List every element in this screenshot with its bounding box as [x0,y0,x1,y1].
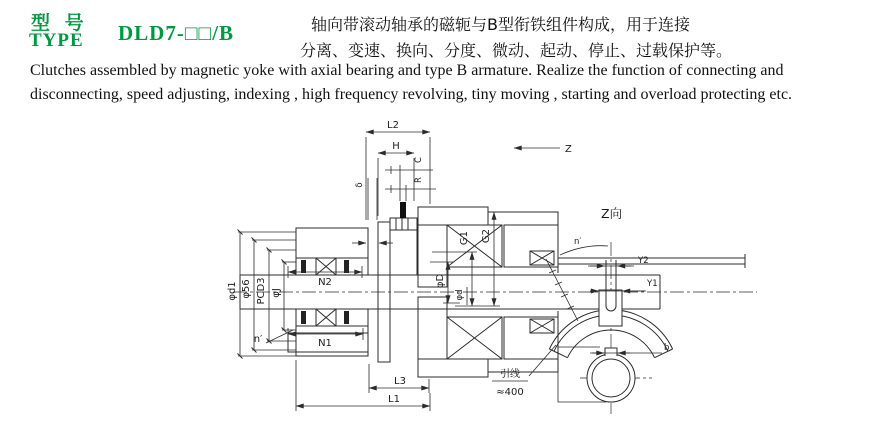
description-en-line1: Clutches assembled by magnetic yoke with axial bearing and type B armature. Realize the function of connecting and [30,62,784,79]
dim-label-l3: L3 [394,376,406,387]
description-cn-line2: 分离、变速、换向、分度、微动、起动、停止、过载保护等。 [300,41,733,60]
dim-label-phi-j: φJ [271,288,282,298]
z-view-angle-label: n′ [574,237,582,247]
dim-label-r: R [414,177,424,183]
dim-label-y2: Y2 [638,256,649,266]
dim-label-pcd: PCD3 [256,277,267,305]
description-en-line2: disconnecting, speed adjusting, indexing , high frequency revolving, tiny moving , starting and overload protecting etc. [30,86,793,103]
dim-label-c: C [414,157,424,163]
dim-label-n1: N1 [318,338,332,349]
dim-label-phi-d1: φd1 [227,281,238,301]
technical-drawing [0,105,870,423]
lead-wire-label: 引线 [500,369,520,380]
type-label-cn: 型 号 [31,12,88,34]
z-view-title: Z向 [601,206,623,221]
slot-boss [599,260,622,326]
dim-label-l2: L2 [387,120,399,131]
description-cn-line1: 轴向带滚动轴承的磁轭与B型衔铁组件构成，用于连接 [311,15,690,34]
dim-label-n-prime: n′ [253,334,263,345]
dim-label-phi-d: φD [435,273,446,289]
lead-wire-length: ≈400 [496,387,524,398]
keyway-section [400,202,406,218]
dim-label-l1: L1 [388,394,400,405]
dim-label-b: b [664,343,670,353]
type-label-en: TYPE [29,30,84,51]
dim-label-g1: G1 [459,230,470,246]
dim-label-n2: N2 [318,277,332,288]
dim-label-y1: Y1 [647,279,658,289]
dim-label-h: H [392,141,400,152]
armature-and-hub [378,202,417,362]
lead-wires [558,254,745,268]
dim-label-delta: δ [355,182,365,188]
main-section-view [227,120,757,411]
dim-label-phi-56: φ56 [241,279,252,299]
dim-label-phi-d-small: φd [455,289,465,301]
model-number: DLD7-□□/B [118,21,235,45]
view-arrow-label-z: Z [565,144,572,155]
dim-label-g2: G2 [481,228,492,244]
z-direction-view [546,206,673,414]
keyed-bore [587,348,635,402]
